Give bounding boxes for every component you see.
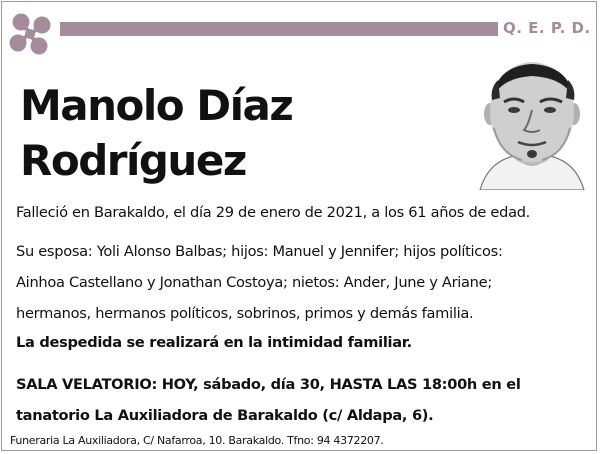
qepd-label: Q. E. P. D.	[503, 19, 591, 37]
lauburu-icon	[5, 9, 55, 59]
name-line-2: Rodríguez	[20, 136, 246, 185]
wake-line-1: SALA VELATORIO: HOY, sábado, día 30, HASTA LAS 18:00h en el	[16, 376, 521, 393]
wake-info	[16, 369, 521, 431]
family-list	[16, 236, 503, 329]
farewell-note: La despedida se realizará en la intimidad familiar.	[16, 334, 412, 351]
family-line-1: Su esposa: Yoli Alonso Balbas; hijos: Manuel y Jennifer; hijos políticos:	[16, 243, 503, 260]
family-line-3: hermanos, hermanos políticos, sobrinos, primos y demás familia.	[16, 305, 474, 322]
deceased-name	[20, 78, 292, 188]
funeral-home-footer: Funeraria La Auxiliadora, C/ Nafarroa, 10. Barakaldo. Tfno: 94 4372207.	[10, 434, 384, 447]
header-bar	[60, 22, 498, 36]
name-line-1: Manolo Díaz	[20, 81, 293, 130]
death-notice: Falleció en Barakaldo, el día 29 de enero de 2021, a los 61 años de edad.	[16, 204, 531, 221]
portrait-photo	[478, 58, 586, 190]
wake-line-2: tanatorio La Auxiliadora de Barakaldo (c/ Aldapa, 6).	[16, 407, 434, 424]
family-line-2: Ainhoa Castellano y Jonathan Costoya; nietos: Ander, June y Ariane;	[16, 274, 492, 291]
